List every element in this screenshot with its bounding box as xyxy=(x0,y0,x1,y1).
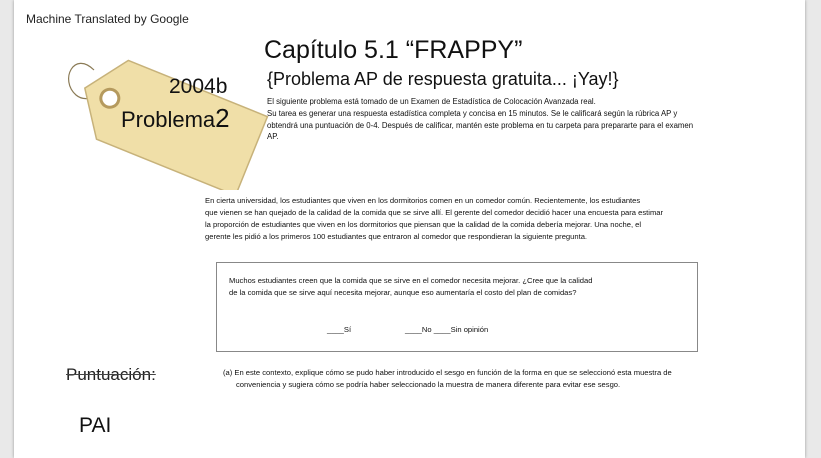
tag-problem-number: 2 xyxy=(215,103,230,133)
paragraph-line: gerente les pidió a los primeros 100 estudiantes que entraron al comedor que respondieran la siguiente pregunta. xyxy=(205,232,588,241)
page-title: Capítulo 5.1 “FRAPPY” xyxy=(264,36,523,64)
machine-translated-label: Machine Translated by Google xyxy=(26,12,189,26)
paragraph-line: la proporción de estudiantes que viven en los dormitorios que piensan que la calidad de la comida debería mejorar. Una noche, el xyxy=(205,220,642,229)
intro-line: AP. xyxy=(267,132,279,142)
score-label: Puntuación: xyxy=(66,365,156,384)
question-part-a xyxy=(223,367,753,391)
tag-problem-word: Problema xyxy=(121,107,216,132)
survey-question-box xyxy=(216,262,698,352)
paragraph-line: En cierta universidad, los estudiantes que viven en los dormitorios comen en un comedor común. Recientemente, los estudiantes xyxy=(205,196,641,205)
question-a-line: (a) En este contexto, explique cómo se pudo haber introducido el sesgo en función de la forma en que se seleccionó esta muestra de xyxy=(223,368,672,377)
intro-line: obtendrá una puntuación de 0-4. Después de calificar, mantén este problema en tu carpeta para prepararte para el examen xyxy=(267,120,694,130)
page-subtitle: {Problema AP de respuesta gratuita... ¡Yay!} xyxy=(267,69,619,89)
survey-question-line: de la comida que se sirve aquí necesita mejorar, aunque eso aumentaría el costo del plan de comidas? xyxy=(229,288,577,297)
pai-label: PAI xyxy=(79,414,112,437)
survey-question xyxy=(229,275,669,299)
tag-year-label: 2004b xyxy=(169,75,228,98)
question-a-line: conveniencia y sugiera cómo se podría haber seleccionado la muestra de manera diferente para evitar ese sesgo. xyxy=(236,380,621,389)
problem-context-paragraph xyxy=(205,195,745,243)
paragraph-line: que vienen se han quejado de la calidad de la comida que se sirve allí. El gerente del comedor decidió hacer una encuesta para estimar xyxy=(205,208,664,217)
survey-question-line: Muchos estudiantes creen que la comida que se sirve en el comedor necesita mejorar. ¿Cree que la calidad xyxy=(229,276,593,285)
intro-line: El siguiente problema está tomado de un Examen de Estadística de Colocación Avanzada real. xyxy=(267,97,596,106)
survey-option-no-none: ____No ____Sin opinión xyxy=(405,325,489,334)
intro-text xyxy=(267,96,747,143)
tag-problem-label xyxy=(121,103,230,134)
document-page xyxy=(14,0,805,458)
survey-option-yes: ____Sí xyxy=(327,325,352,334)
intro-line: Su tarea es generar una respuesta estadística completa y concisa en 15 minutos. Se le calificará según la rúbrica AP y xyxy=(267,108,678,118)
